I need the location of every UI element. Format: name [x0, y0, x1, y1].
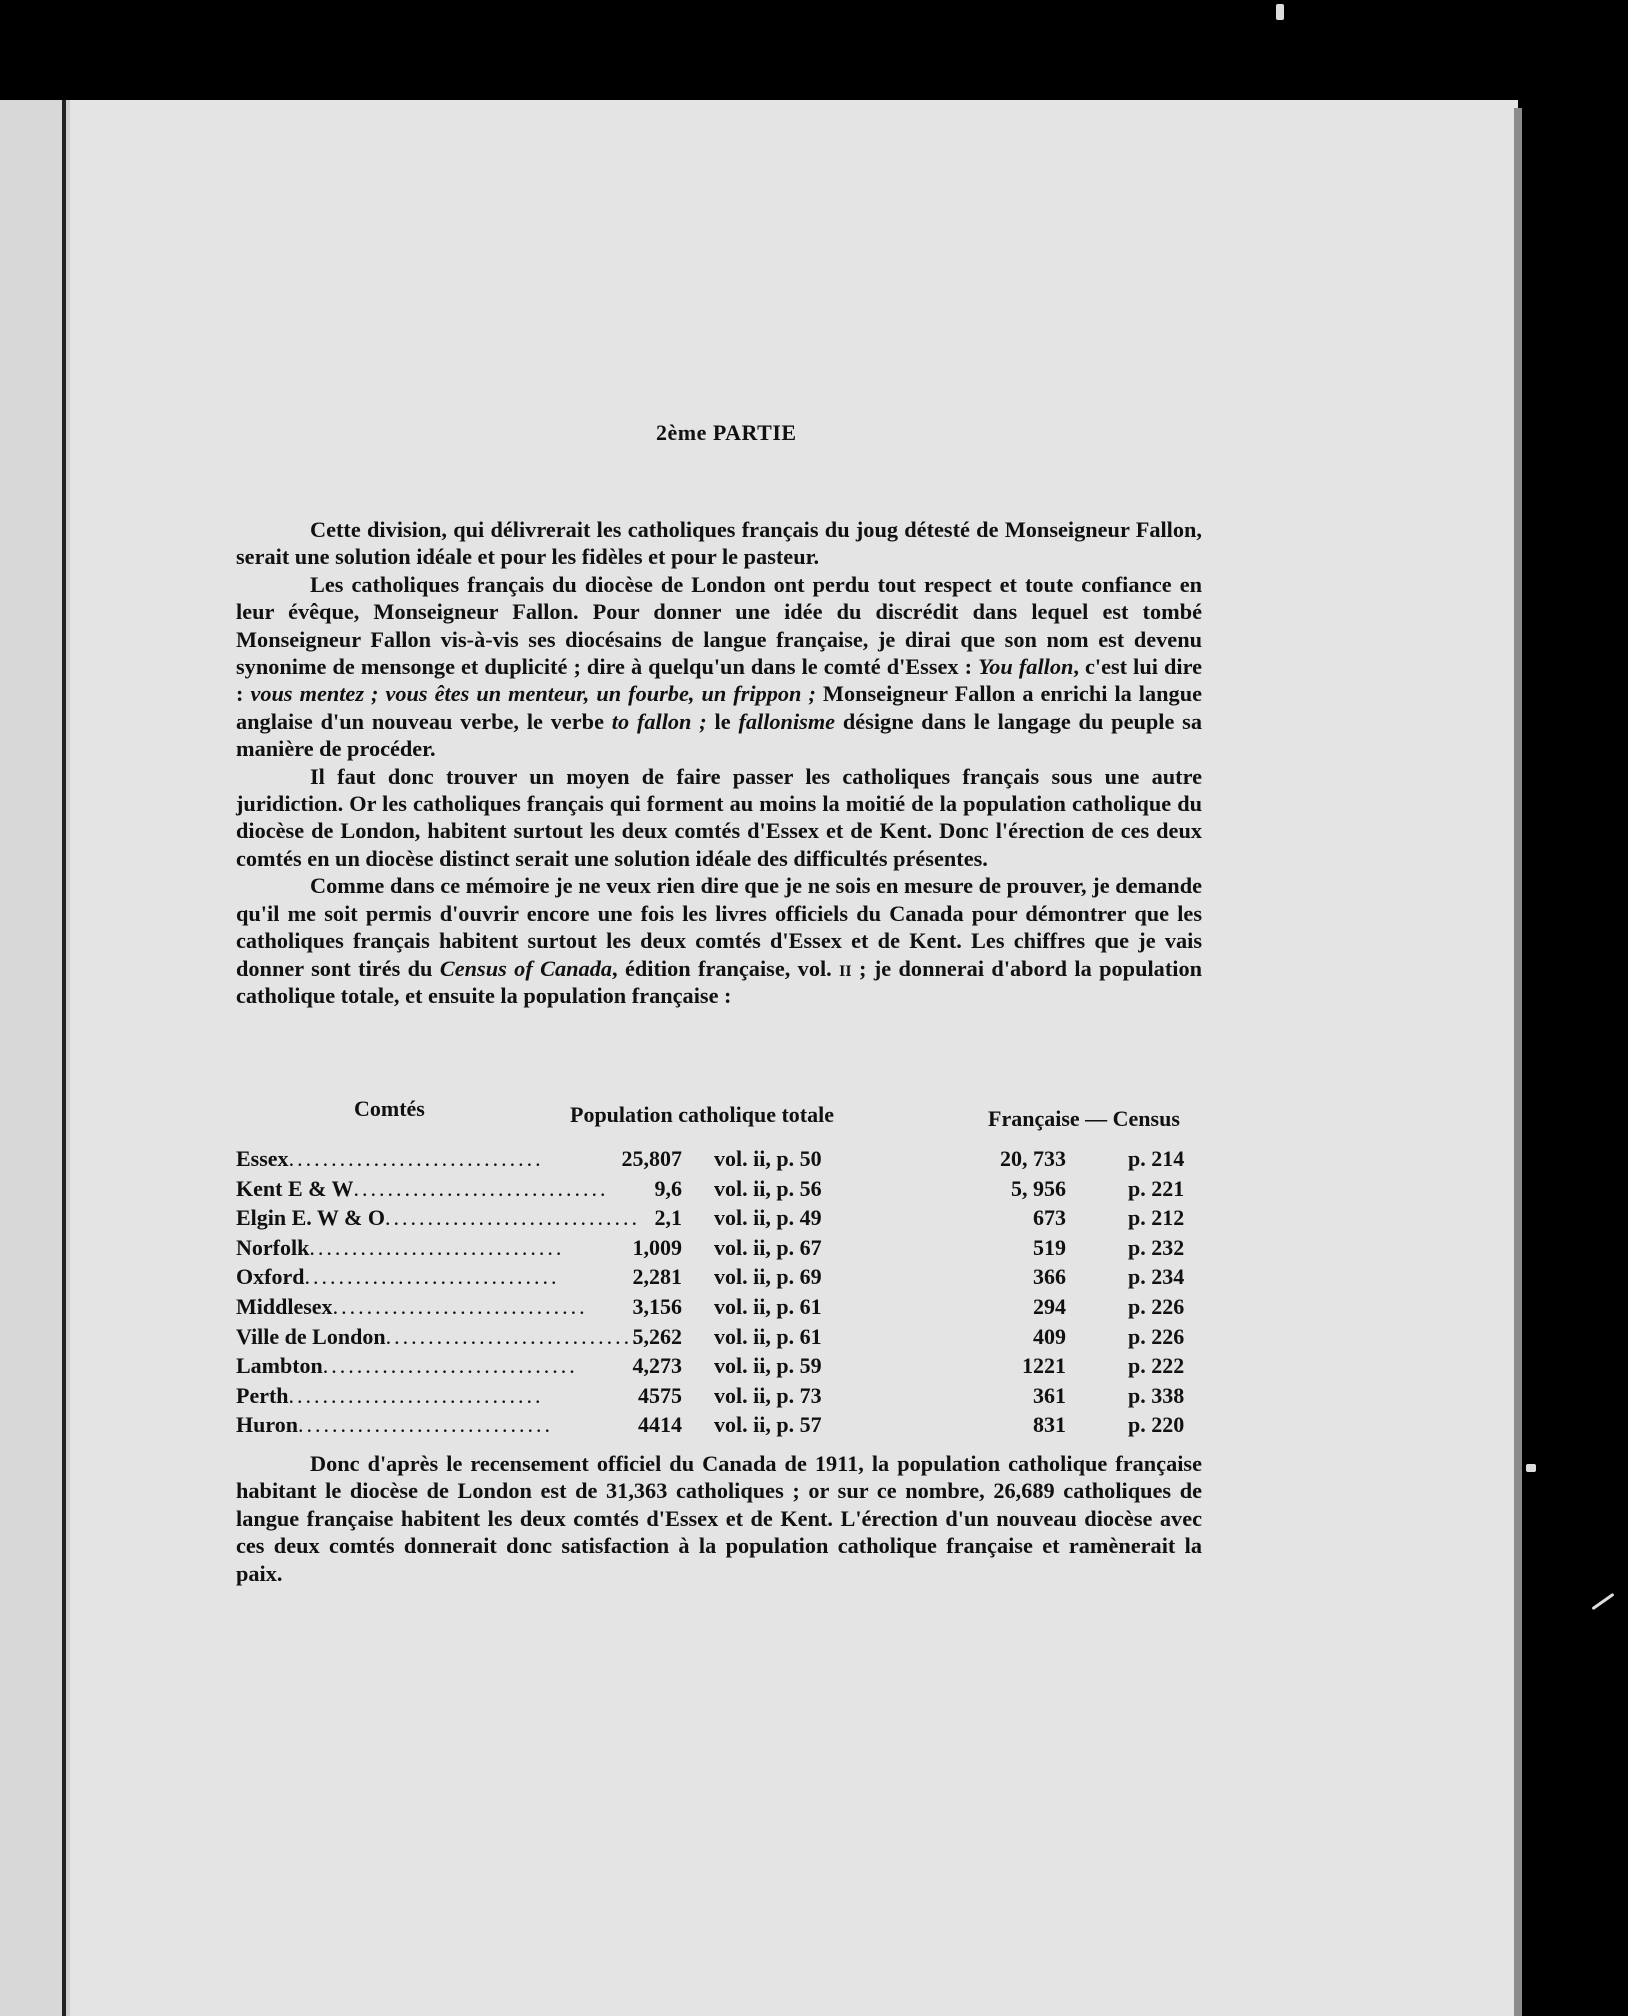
- cell-francaise: 1221: [1022, 1353, 1066, 1379]
- scan-speck: [1591, 1593, 1614, 1610]
- cell-comte: Ville de London..............................: [236, 1323, 641, 1349]
- table-row: [236, 1412, 1202, 1442]
- cell-francaise: 366: [1033, 1264, 1066, 1290]
- cell-population: 9,6: [654, 1175, 682, 1201]
- page-title: 2ème PARTIE: [656, 420, 797, 445]
- table-row: [236, 1383, 1202, 1413]
- cell-comte: Norfolk..............................: [236, 1234, 565, 1260]
- cell-census: p. 338: [1128, 1382, 1185, 1408]
- text-run: , c'est lui dire :: [236, 654, 1202, 707]
- text-run: Il faut donc trouver un moyen de faire passer les catholiques français sous une autre juridiction. Or les catholiques français qui forment au moins la moitié de la population catholique du diocèse de London, habitent surtout les deux comtés d'Essex et de Kent. Donc l'érection de ces deux comtés en un diocèse distinct serait une solution idéale des difficultés présentes.: [236, 763, 1202, 871]
- cell-volume: vol. ii, p. 59: [714, 1353, 822, 1379]
- cell-francaise: 831: [1033, 1412, 1066, 1438]
- cell-volume: vol. ii, p. 56: [714, 1175, 822, 1201]
- cell-census: p. 226: [1128, 1293, 1185, 1319]
- italic-text: fallonisme: [738, 708, 836, 734]
- italic-text: You fallon: [978, 654, 1074, 680]
- cell-population: 4575: [638, 1382, 682, 1408]
- cell-volume: vol. ii, p. 69: [714, 1264, 822, 1290]
- table-row: [236, 1235, 1202, 1265]
- text-run: Comme dans ce mémoire je ne veux rien dire que je ne sois en mesure de prouver, je demande qu'il me soit permis d'ouvrir encore une fois les livres officiels du Canada pour démontrer que les catholiques français habitent surtout les deux comtés d'Essex et de Kent. Les chiffres que je vais donner sont tirés du: [236, 873, 1202, 981]
- cell-census: p. 221: [1128, 1175, 1185, 1201]
- italic-text: to fallon ;: [611, 708, 707, 734]
- cell-census: p. 214: [1128, 1146, 1185, 1171]
- page-right-edge: [1514, 108, 1522, 2016]
- conclusion-paragraph: [236, 1450, 1202, 1587]
- cell-volume: vol. ii, p. 67: [714, 1234, 822, 1260]
- census-table: [236, 1146, 1202, 1442]
- table-row: [236, 1146, 1202, 1176]
- body-paragraphs: [236, 516, 1202, 1009]
- cell-census: p. 222: [1128, 1353, 1185, 1379]
- table-header: [236, 1096, 1202, 1131]
- cell-comte: Elgin E. W & O..............................: [236, 1205, 640, 1231]
- cell-francaise: 519: [1033, 1234, 1066, 1260]
- table-row: [236, 1324, 1202, 1354]
- cell-population: 2,1: [654, 1205, 682, 1231]
- body-paragraph: [236, 872, 1202, 1009]
- cell-francaise: 294: [1033, 1293, 1066, 1319]
- header-population: Population catholique totale: [570, 1102, 835, 1127]
- cell-volume: vol. ii, p. 61: [714, 1293, 822, 1319]
- cell-francaise: 361: [1033, 1382, 1066, 1408]
- cell-francaise: 409: [1033, 1323, 1066, 1349]
- italic-text: Census of Canada: [439, 955, 613, 981]
- table-row: [236, 1353, 1202, 1383]
- text-run: Les catholiques français du diocèse de London ont perdu tout respect et toute confiance en leur évêque, Monseigneur Fallon. Pour donner une idée du discrédit dans lequel est tombé Monseigneur Fallon vis-à-vis ses diocésains de langue française, je dirai que son nom est devenu synonime de mensonge et duplicité ; dire à quelqu'un dans le comté d'Essex :: [236, 571, 1202, 680]
- cell-comte: Huron..............................: [236, 1412, 553, 1438]
- cell-comte: Kent E & W..............................: [236, 1175, 609, 1201]
- text-run: ii: [839, 955, 852, 981]
- cell-volume: vol. ii, p. 61: [714, 1323, 822, 1349]
- cell-comte: Middlesex..............................: [236, 1293, 588, 1319]
- body-paragraph: [236, 763, 1202, 873]
- cell-francaise: 20, 733: [1000, 1146, 1066, 1171]
- cell-volume: vol. ii, p. 49: [714, 1205, 822, 1231]
- cell-population: 5,262: [632, 1323, 682, 1349]
- cell-volume: vol. ii, p. 73: [714, 1382, 822, 1408]
- cell-census: p. 226: [1128, 1323, 1185, 1349]
- table-row: [236, 1205, 1202, 1235]
- text-run: Monseigneur Fallon a enrichi la langue anglaise d'un nouveau verbe, le verbe: [236, 681, 1202, 734]
- scan-speck: [1276, 4, 1284, 20]
- scan-speck: [1526, 1464, 1536, 1472]
- cell-population: 4,273: [632, 1353, 682, 1379]
- cell-population: 1,009: [632, 1234, 682, 1260]
- cell-volume: vol. ii, p. 57: [714, 1412, 822, 1438]
- cell-census: p. 232: [1128, 1234, 1185, 1260]
- cell-population: 2,281: [632, 1264, 682, 1290]
- cell-comte: Lambton..............................: [236, 1353, 578, 1379]
- table-row: [236, 1294, 1202, 1324]
- cell-comte: Oxford..............................: [236, 1264, 560, 1290]
- page-sheet: [66, 100, 1518, 2016]
- body-paragraph: [236, 571, 1202, 763]
- italic-text: vous mentez ; vous êtes un menteur, un fourbe, un frippon ;: [250, 681, 816, 707]
- text-run: le: [706, 708, 739, 734]
- table-row: [236, 1264, 1202, 1294]
- cell-population: 3,156: [632, 1293, 682, 1319]
- cell-comte: Essex..............................: [236, 1146, 544, 1171]
- body-paragraph: [236, 516, 1202, 571]
- facing-page-edge: [0, 100, 62, 2016]
- cell-population: 25,807: [621, 1146, 682, 1171]
- header-francaise: Française — Census: [988, 1106, 1180, 1131]
- cell-francaise: 673: [1033, 1205, 1066, 1231]
- conclusion-text: Donc d'après le recensement officiel du Canada de 1911, la population catholique française habitant le diocèse de London est de 31,363 catholiques ; or sur ce nombre, 26,689 catholiques de langue française habitent les deux comtés d'Essex et de Kent. L'érection d'un nouveau diocèse avec ces deux comtés donnerait donc satisfaction à la population catholique française et ramènerait la paix.: [236, 1451, 1202, 1586]
- cell-comte: Perth..............................: [236, 1382, 544, 1408]
- text-run: Cette division, qui délivrerait les catholiques français du joug détesté de Monseigneur Fallon, serait une solution idéale et pour les fidèles et pour le pasteur.: [236, 517, 1202, 570]
- text-run: ; je donnerai d'abord la population catholique totale, et ensuite la population française :: [236, 955, 1202, 1008]
- cell-census: p. 212: [1128, 1205, 1185, 1231]
- cell-population: 4414: [638, 1412, 682, 1438]
- cell-census: p. 234: [1128, 1264, 1185, 1290]
- table-row: [236, 1176, 1202, 1206]
- header-comtes: Comtés: [354, 1096, 425, 1121]
- text-run: désigne dans le langage du peuple sa manière de procéder.: [236, 708, 1202, 762]
- text-run: , édition française, vol.: [612, 955, 840, 981]
- cell-volume: vol. ii, p. 50: [714, 1146, 822, 1171]
- cell-francaise: 5, 956: [1011, 1175, 1066, 1201]
- cell-census: p. 220: [1128, 1412, 1185, 1438]
